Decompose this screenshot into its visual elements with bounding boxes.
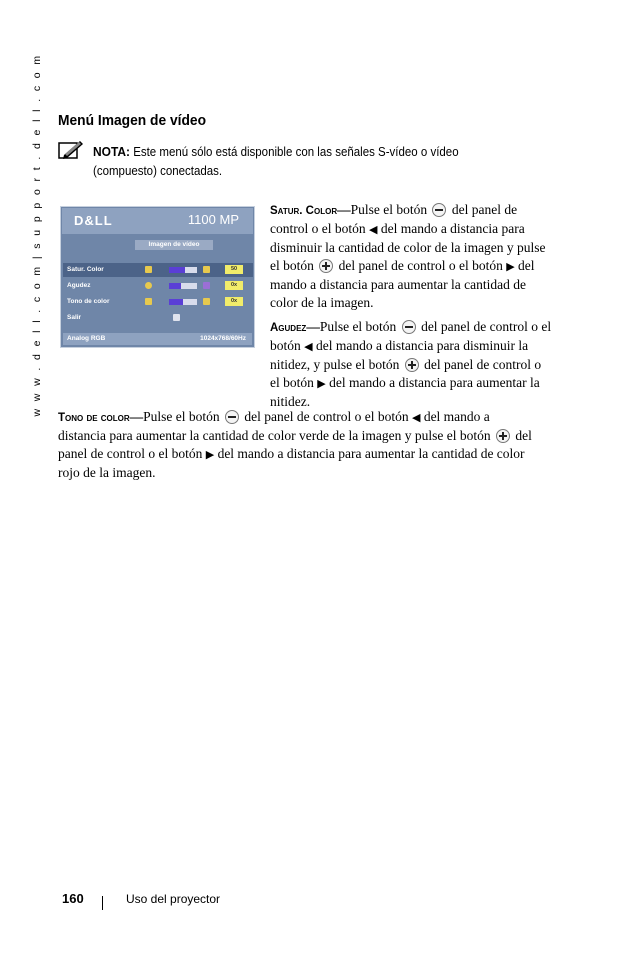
tint-icon	[145, 298, 152, 305]
satur-paragraph	[270, 201, 552, 312]
osd-footer	[63, 333, 252, 345]
text: del mando a distancia para aumentar la cantidad de color rojo de la imagen.	[58, 446, 525, 480]
page-title: Menú Imagen de vídeo	[58, 112, 207, 129]
text: del mando a distancia para aumentar la nitidez.	[270, 375, 540, 409]
left-arrow-icon: ◀	[304, 341, 313, 353]
osd-value: 0x	[225, 297, 243, 306]
dell-logo: D&LL	[74, 213, 113, 228]
pencil-note-icon	[58, 140, 84, 160]
note-text	[93, 142, 525, 181]
note-label: NOTA:	[93, 144, 130, 159]
tono-paragraph	[58, 408, 538, 482]
text: del mando a distancia para aumentar la cantidad de color verde de la imagen y pulse el botón	[58, 409, 491, 443]
minus-button-icon	[225, 410, 239, 424]
osd-row-salir	[63, 311, 253, 325]
right-column	[270, 201, 552, 411]
osd-slider	[169, 267, 197, 273]
osd-slider	[169, 283, 197, 289]
tono-section	[58, 408, 538, 482]
minus-button-icon	[432, 203, 446, 217]
tint-icon	[203, 298, 210, 305]
osd-row-satur	[63, 263, 253, 277]
section-name: Uso del proyector	[126, 892, 221, 906]
right-arrow-icon: ▶	[317, 378, 326, 390]
sharpness-icon	[203, 282, 210, 289]
text: del mando a distancia para disminuir la nitidez, y pulse el botón	[270, 338, 529, 372]
osd-menu-title: Imagen de vídeo	[135, 240, 213, 250]
osd-row-label: Agudez	[67, 282, 91, 289]
text: del panel de control o el botón	[270, 319, 552, 353]
em-dash: —	[337, 202, 351, 217]
text: del panel de control o el botón	[270, 202, 518, 236]
osd-model: 1100 MP	[187, 212, 239, 227]
text: Pulse el botón	[143, 409, 220, 424]
em-dash: —	[129, 409, 144, 424]
right-arrow-icon: ▶	[506, 261, 515, 273]
osd-row-label: Satur. Color	[67, 266, 104, 273]
osd-value: 50	[225, 265, 243, 274]
text: del panel de control o el botón	[335, 258, 507, 273]
right-arrow-icon: ▶	[205, 449, 215, 461]
em-dash: —	[306, 319, 320, 334]
side-url-text: w w w . d e l l . c o m | s u p p o r t . d e l l . c o m	[31, 52, 43, 417]
video-image-menu-screenshot	[60, 206, 255, 348]
color-icon	[145, 266, 152, 273]
agudez-paragraph	[270, 318, 552, 411]
minus-button-icon	[402, 320, 416, 334]
text: del panel de control o el botón	[58, 428, 532, 461]
osd-row-tono	[63, 295, 253, 309]
footer-divider	[102, 896, 103, 910]
color-icon	[203, 266, 210, 273]
sharpness-icon	[145, 282, 152, 289]
note-body: Este menú sólo está disponible con las señales S-vídeo o vídeo (compuesto) conectadas.	[93, 145, 459, 178]
text: Pulse el botón	[350, 202, 428, 217]
left-arrow-icon: ◀	[411, 412, 421, 424]
osd-slider	[169, 299, 197, 305]
osd-header	[62, 208, 253, 234]
osd-row-label: Salir	[67, 314, 82, 321]
agudez-term: Agudez	[270, 322, 307, 334]
text: del mando a distancia para aumentar la cantidad de color de la imagen.	[270, 258, 535, 310]
return-icon	[173, 314, 180, 321]
plus-button-icon	[496, 429, 510, 443]
osd-value: 0x	[225, 281, 243, 290]
tono-term: Tono de color	[58, 412, 130, 424]
osd-row-label: Tono de color	[67, 298, 110, 305]
osd-row-agudez	[63, 279, 253, 293]
side-url	[30, 52, 44, 417]
osd-source: Analog RGB	[67, 335, 106, 342]
left-arrow-icon: ◀	[368, 224, 378, 236]
osd-resolution: 1024x768/60Hz	[200, 335, 246, 342]
text: del mando a distancia para disminuir la cantidad de color de la imagen y pulse el botón	[270, 221, 546, 273]
text: del panel de control o el botón	[270, 357, 542, 390]
satur-term: Satur. Color	[270, 205, 338, 217]
text: Pulse el botón	[319, 319, 397, 334]
page-number: 160	[62, 891, 84, 906]
text: del panel de control o el botón	[241, 409, 412, 424]
plus-button-icon	[319, 259, 333, 273]
plus-button-icon	[405, 358, 419, 372]
